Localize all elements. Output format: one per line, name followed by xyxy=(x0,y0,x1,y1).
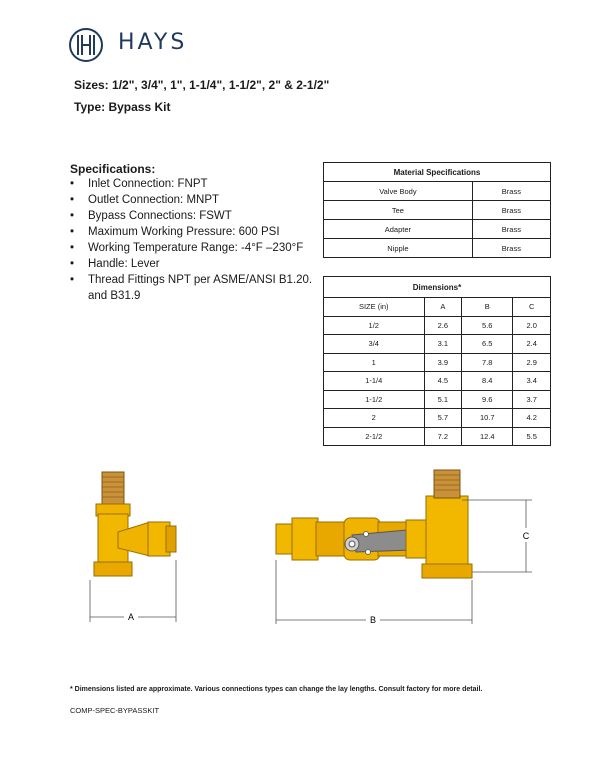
table-cell: Brass xyxy=(472,182,550,201)
spec-item: • Maximum Working Pressure: 600 PSI xyxy=(70,224,320,240)
table-cell: 1-1/2 xyxy=(324,390,425,409)
dimensions-table-title: Dimensions* xyxy=(324,277,551,298)
table-cell: 5.1 xyxy=(424,390,462,409)
table-cell: Valve Body xyxy=(324,182,473,201)
table-cell: 5.7 xyxy=(424,409,462,428)
table-cell: 3/4 xyxy=(324,335,425,354)
spec-item: • Thread Fittings NPT per ASME/ANSI B1.20. and B31.9 xyxy=(70,272,320,304)
table-cell: 8.4 xyxy=(462,372,513,391)
table-cell: 3.7 xyxy=(513,390,551,409)
table-cell: Brass xyxy=(472,239,550,258)
table-cell: 5.6 xyxy=(462,316,513,335)
table-cell: 2 xyxy=(324,409,425,428)
table-cell: 3.4 xyxy=(513,372,551,391)
table-cell: 3.1 xyxy=(424,335,462,354)
table-cell: 4.2 xyxy=(513,409,551,428)
table-cell: Tee xyxy=(324,201,473,220)
spec-item: • Handle: Lever xyxy=(70,256,320,272)
spec-item: • Working Temperature Range: -4°F –230°F xyxy=(70,240,320,256)
table-cell: 6.5 xyxy=(462,335,513,354)
dimension-c-line xyxy=(462,500,532,572)
table-cell: 9.6 xyxy=(462,390,513,409)
table-cell: Nipple xyxy=(324,239,473,258)
table-header: C xyxy=(513,298,551,317)
dimension-a-label: A xyxy=(127,612,135,622)
material-table-title: Material Specifications xyxy=(324,163,551,182)
table-cell: 2.9 xyxy=(513,353,551,372)
dimension-c-label: C xyxy=(522,531,530,541)
front-view-assembly-icon xyxy=(276,470,472,578)
table-cell: 1-1/4 xyxy=(324,372,425,391)
spec-item: • Outlet Connection: MNPT xyxy=(70,192,320,208)
dimension-b-label: B xyxy=(369,615,377,625)
table-cell: 2-1/2 xyxy=(324,427,425,446)
sizes-line: Sizes: 1/2", 3/4", 1", 1-1/4", 1-1/2", 2" & 2-1/2" xyxy=(74,78,330,92)
table-cell: 7.8 xyxy=(462,353,513,372)
table-cell: 4.5 xyxy=(424,372,462,391)
table-header: A xyxy=(424,298,462,317)
table-cell: Brass xyxy=(472,220,550,239)
specifications-title: Specifications: xyxy=(70,162,156,176)
table-header: SIZE (in) xyxy=(324,298,425,317)
table-header: B xyxy=(462,298,513,317)
table-cell: 2.4 xyxy=(513,335,551,354)
spec-item: • Inlet Connection: FNPT xyxy=(70,176,320,192)
table-cell: 2.0 xyxy=(513,316,551,335)
table-cell: 10.7 xyxy=(462,409,513,428)
table-cell: 5.5 xyxy=(513,427,551,446)
spec-item: • Bypass Connections: FSWT xyxy=(70,208,320,224)
table-cell: 3.9 xyxy=(424,353,462,372)
type-line: Type: Bypass Kit xyxy=(74,100,171,114)
table-cell: 1/2 xyxy=(324,316,425,335)
table-cell: 2.6 xyxy=(424,316,462,335)
footnote: * Dimensions listed are approximate. Various connections types can change the lay lengths. Consult factory for more detail. xyxy=(70,686,483,693)
table-cell: Brass xyxy=(472,201,550,220)
table-cell: Adapter xyxy=(324,220,473,239)
document-code: COMP-SPEC-BYPASSKIT xyxy=(70,706,160,715)
brand-name: HAYS xyxy=(118,30,188,55)
table-cell: 7.2 xyxy=(424,427,462,446)
side-view-tee-icon xyxy=(94,472,176,576)
table-cell: 12.4 xyxy=(462,427,513,446)
table-cell: 1 xyxy=(324,353,425,372)
